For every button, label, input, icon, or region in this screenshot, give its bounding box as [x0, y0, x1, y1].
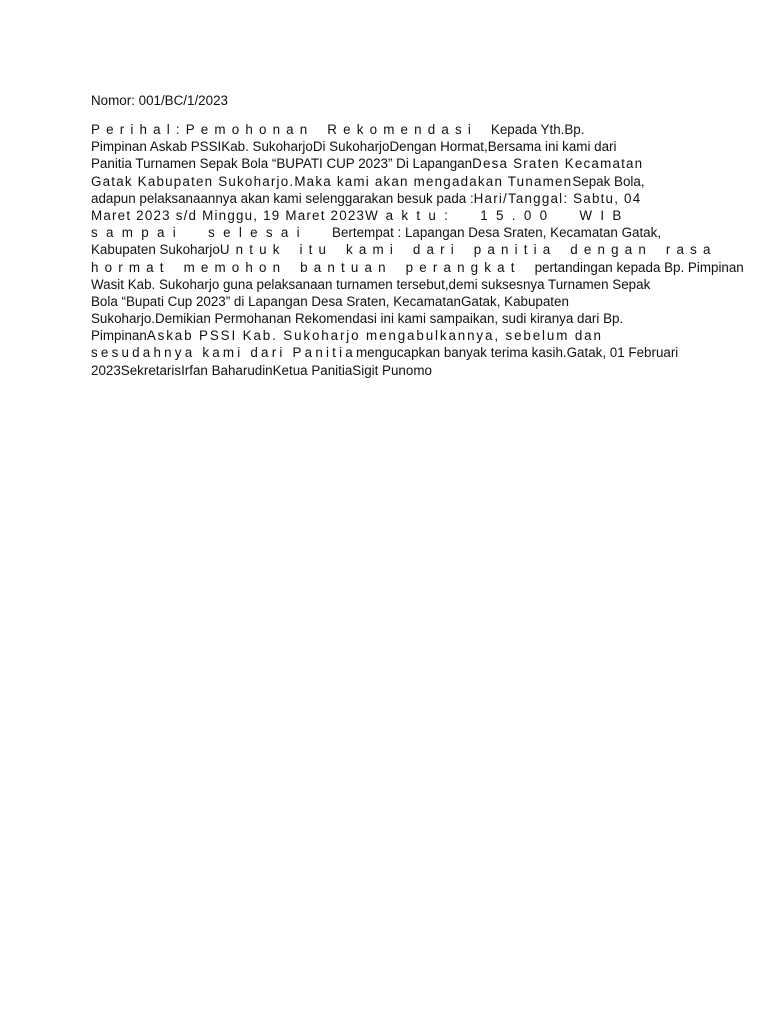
body-text-segment: hormat memohon bantuan perangkat: [91, 259, 535, 275]
body-text-segment: Hari/Tanggal: Sabtu, 04: [473, 190, 642, 206]
body-text-line: [91, 362, 681, 379]
body-text-line: [91, 207, 681, 224]
body-text-line: [91, 224, 681, 241]
body-text-segment: Untuk itu kami dari panitia dengan rasa: [219, 242, 717, 258]
body-text-segment: Perihal:Pemohonan Rekomendasi: [91, 122, 491, 137]
body-text-segment: Bola “Bupati Cup 2023” di Lapangan Desa Sraten, KecamatanGatak, Kabupaten: [91, 293, 569, 309]
body-text-segment: 2023SekretarisIrfan BaharudinKetua PanitiaSigit Punomo: [91, 362, 432, 378]
body-text-segment: Kepada Yth.Bp.: [490, 122, 585, 137]
body-text-segment: Maret 2023 s/d Minggu, 19 Maret 2023: [91, 207, 366, 223]
body-text-segment: Sepak Bola,: [572, 173, 645, 189]
body-text-segment: sesudahnya kami dari Panitia: [91, 345, 356, 361]
body-text-segment: Panitia Turnamen Sepak Bola “BUPATI CUP 2023” Di Lapangan: [91, 156, 473, 172]
body-text-segment: Sukoharjo.Demikian Permohanan Rekomendasi ini kami sampaikan, sudi kiranya dari Bp.: [91, 311, 624, 327]
body-text-segment: mengucapkan banyak terima kasih.Gatak, 01 Februari: [355, 345, 679, 361]
document-body: [91, 121, 744, 379]
body-text-line: [91, 155, 681, 172]
body-text-line: [91, 190, 681, 207]
body-text-segment: Wasit Kab. Sukoharjo guna pelaksanaan turnamen tersebut,demi suksesnya Turnamen Sepak: [91, 276, 651, 292]
body-text-line: [91, 241, 717, 258]
body-text-line: [91, 344, 681, 361]
body-text-line: [91, 138, 681, 155]
body-text-segment: Pimpinan: [91, 328, 147, 344]
body-text-segment: adapun pelaksanaannya akan kami selenggarakan besuk pada :: [91, 190, 474, 206]
body-text-line: [91, 121, 681, 138]
body-text-segment: Desa Sraten Kecamatan: [472, 156, 644, 172]
body-text-line: [91, 310, 681, 327]
body-text-segment: Waktu: 15.00 WIB: [365, 207, 630, 223]
body-text-segment: Bertempat : Lapangan Desa Sraten, Kecamatan Gatak,: [332, 225, 662, 241]
body-text-line: [91, 293, 681, 310]
body-text-segment: Askab PSSI Kab. Sukoharjo mengabulkannya, sebelum dan: [146, 328, 603, 344]
body-text-segment: pertandingan kepada Bp. Pimpinan: [534, 259, 744, 275]
body-text-line: [91, 259, 744, 276]
body-text-line: [91, 276, 681, 293]
body-text-segment: Gatak Kabupaten Sukoharjo.Maka kami akan mengadakan Tunamen: [91, 173, 573, 189]
body-text-segment: Pimpinan Askab PSSIKab. SukoharjoDi SukoharjoDengan Hormat,Bersama ini kami dari: [91, 139, 617, 155]
document-number: Nomor: 001/BC/1/2023: [91, 93, 228, 108]
body-text-line: [91, 173, 681, 190]
body-text-segment: sampai selesai: [91, 225, 333, 241]
body-text-segment: Kabupaten Sukoharjo: [91, 242, 220, 258]
body-text-line: [91, 327, 681, 344]
